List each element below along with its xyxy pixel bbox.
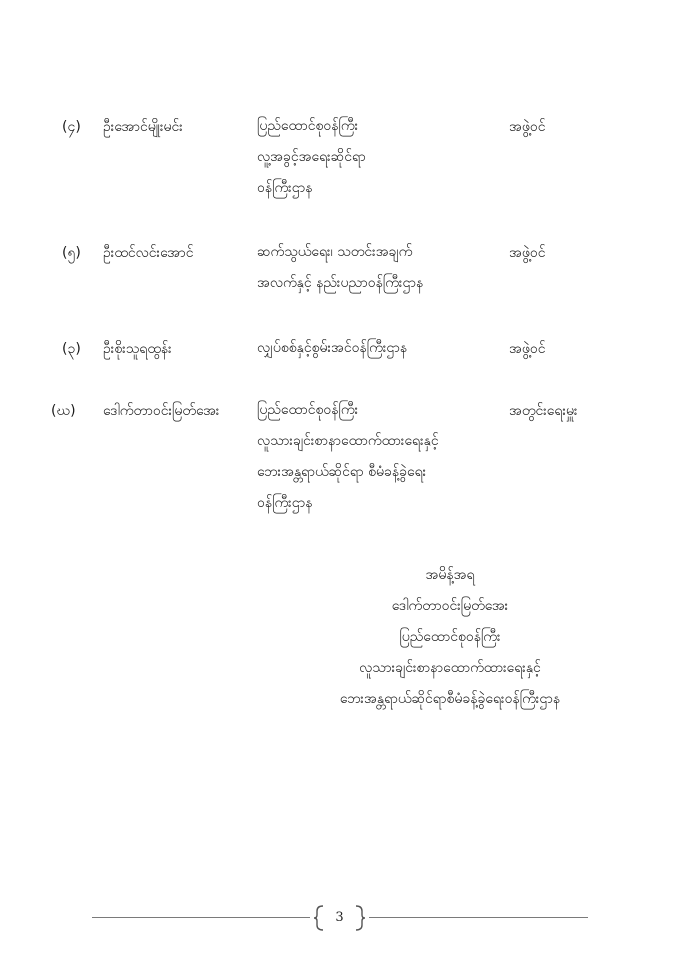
ministry-line: ဆက်သွယ်ရေး၊ သတင်းအချက်: [257, 244, 413, 260]
ministry-line: ဘေးအန္တရာယ်ဆိုင်ရာ စီမံခန့်ခွဲရေး: [257, 464, 427, 480]
member-role: အတွင်းရေးမှူး: [509, 403, 578, 419]
ministry-title: [257, 111, 497, 204]
page-number-frame: [313, 904, 366, 932]
member-role: အဖွဲ့ဝင်: [509, 245, 546, 261]
entry-number: (၄): [62, 119, 81, 135]
member-name: ဒေါက်တာဝင်းမြတ်အေး: [103, 403, 220, 419]
entry-number: (၃): [62, 341, 81, 357]
signature-line: လူသားချင်းစာနာထောက်ထားရေးနှင့်: [359, 660, 541, 676]
entry-number: (ဃ): [51, 403, 76, 419]
ministry-line: ဝန်ကြီးဌာန: [257, 495, 313, 511]
signature-line: ဒေါက်တာဝင်းမြတ်အေး: [391, 598, 509, 614]
ministry-line: ဝန်ကြီးဌာန: [257, 180, 313, 196]
footer-rule-left: [92, 917, 310, 918]
entry-number: (၅): [62, 245, 81, 261]
ministry-line: ပြည်ထောင်စုဝန်ကြီး: [257, 402, 359, 418]
member-role: အဖွဲ့ဝင်: [509, 119, 546, 135]
ministry-title: [257, 333, 497, 364]
member-name: ဦးအောင်မျိုးမင်း: [103, 119, 183, 135]
footer-rule-right: [369, 917, 588, 918]
signature-line: ဘေးအန္တရာယ်ဆိုင်ရာစီမံခန့်ခွဲရေးဝန်ကြီးဌာန: [339, 691, 561, 707]
ministry-title: [257, 237, 497, 299]
ministry-title: [257, 395, 497, 519]
ministry-line: လျှပ်စစ်နှင့်စွမ်းအင်ဝန်ကြီးဌာန: [257, 340, 408, 356]
page-number: 3: [335, 910, 344, 925]
ministry-line: လူ့အခွင့်အရေးဆိုင်ရာ: [257, 149, 366, 165]
ministry-line: လူသားချင်းစာနာထောက်ထားရေးနှင့်: [257, 433, 439, 449]
ministry-line: ပြည်ထောင်စုဝန်ကြီး: [257, 118, 359, 134]
signature-line: ပြည်ထောင်စုဝန်ကြီး: [399, 629, 501, 645]
member-name: ဦးစိုးသူရထွန်း: [103, 341, 172, 357]
ministry-line: အလက်နှင့် နည်းပညာဝန်ကြီးဌာန: [257, 275, 424, 291]
signature-line: အမိန့်အရ: [425, 567, 475, 583]
signature-block: [300, 560, 600, 715]
member-name: ဦးထင်လင်းအောင်: [103, 245, 194, 261]
member-role: အဖွဲ့ဝင်: [509, 341, 546, 357]
